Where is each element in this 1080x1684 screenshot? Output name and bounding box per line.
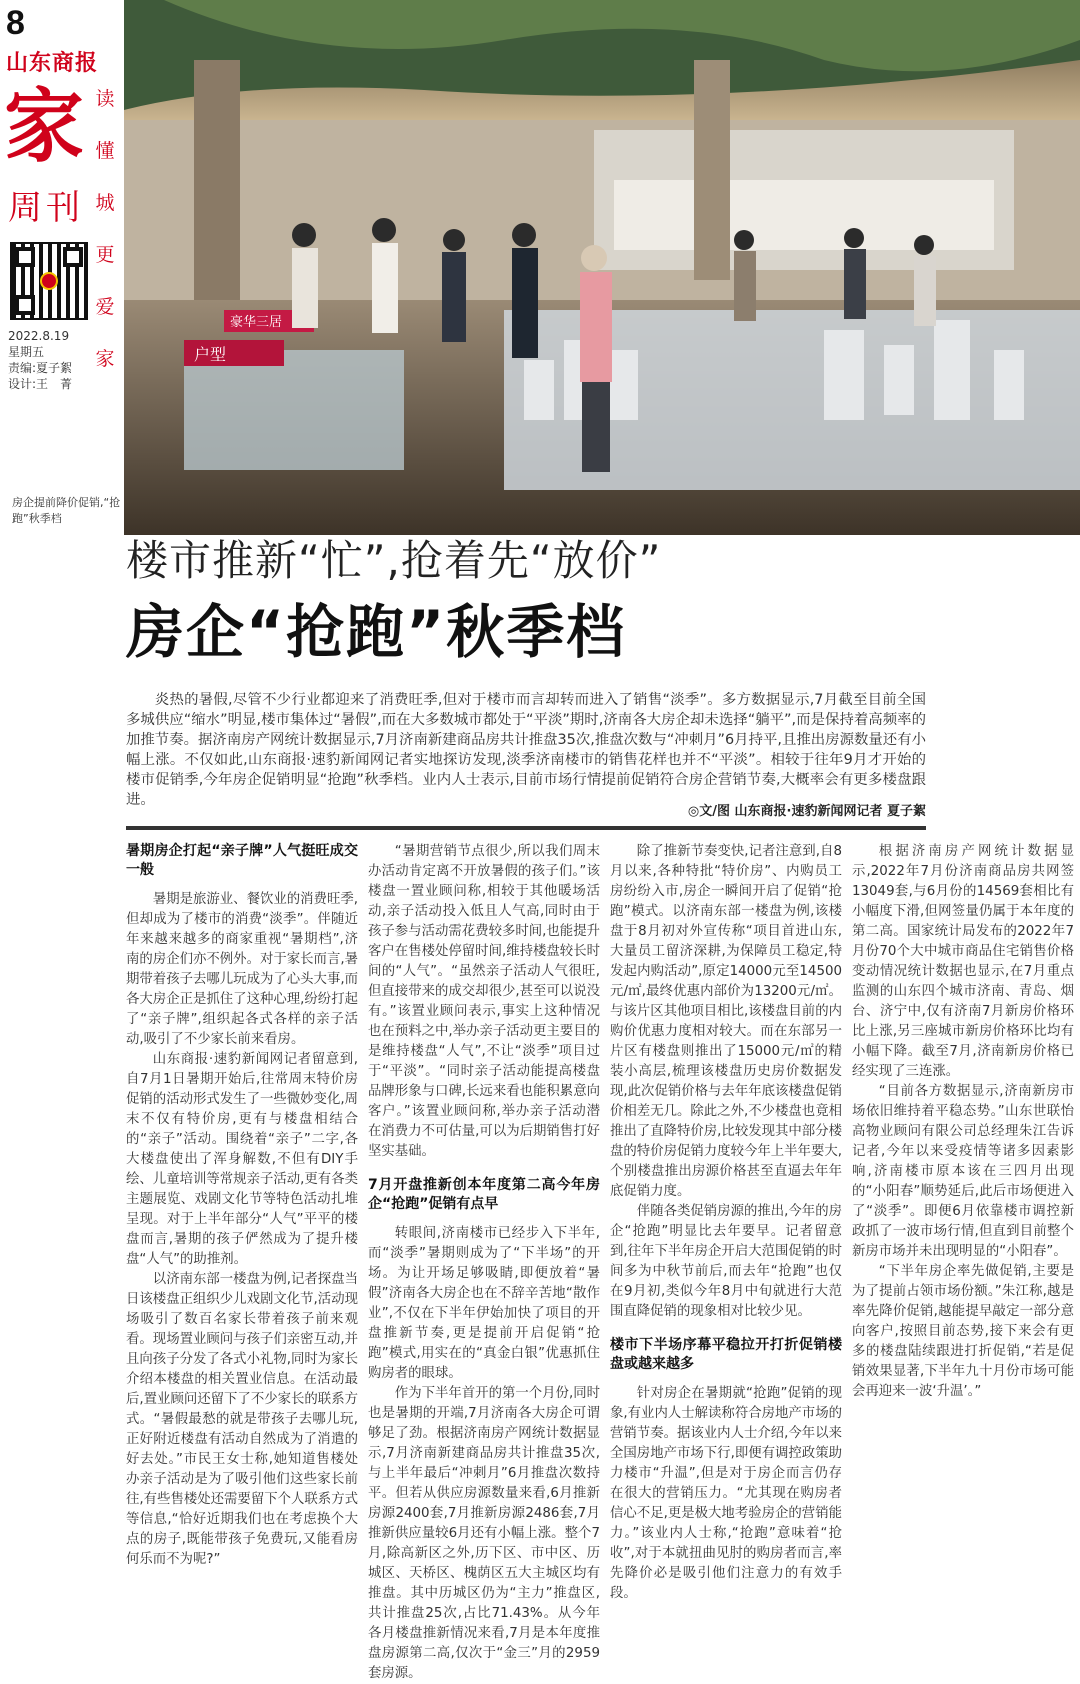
paragraph: 根据济南房产网统计数据显示,2022年7月份济南商品房共网签13049套,与6月份的14569套相比有小幅度下滑,但网签量仍属于本年度的第二高。国家统计局发布的2022年7月份70个大中城市商品住宅销售价格变动情况统计数据也显示,在7月重点监测的山东四个城市济南、青岛、烟台、济宁中,仅有济南7月新房价格环比上涨,另三座城市新房价格环比均有小幅下降。截至7月,济南新房价格已经实现了三连涨。 — [852, 844, 1074, 1079]
slogan-char: 爱 — [95, 296, 115, 318]
subheading: 楼市下半场序幕平稳拉开打折促销楼盘或越来越多 — [610, 1337, 842, 1372]
issue-weekday: 星期五 — [8, 345, 45, 359]
paragraph: 针对房企在暑期就“抢跑”促销的现象,有业内人士解读称符合房地产市场的营销节奏。据该业内人士介绍,今年以来全国房地产市场下行,即便有调控政策助力楼市“升温”,但是对于房企而言仍存在很大的营销压力。“尤其现在购房者信心不足,更是极大地考验房企的营销能力。”该业内人士称,“抢跑”意味着“抢收”,对于本就扭曲见肘的购房者而言,率先降价必是吸引他们注意力的有效手段。 — [610, 1386, 842, 1601]
article-column-3 — [610, 842, 842, 1662]
sign-huxing: 户型 — [194, 345, 227, 364]
paragraph: 除了推新节奏变快,记者注意到,自8月以来,各种特批“特价房”、内购员工房纷纷入市,房企一瞬间开启了促销“抢跑”模式。以济南东部一楼盘为例,该楼盘于8月初对外宣传称“项目首进山东,大量员工留济深耕,为保障员工稳定,特发起内购活动”,原定14000元至14500元/㎡,最终优惠内部价为13200元/㎡。与该片区其他项目相比,该楼盘目前的内购价优惠力度相对较大。而在东部另一片区有楼盘则推出了15000元/㎡的精装小高层,梳理该楼盘历史房价数据发现,此次促销价格与去年年底该楼盘促销价相差无几。除此之外,不少楼盘也竟相推出了直降特价房,比较发现其中部分楼盘的特价房促销力度较今年上半年要大,个别楼盘推出房源价格甚至直逼去年年底促销力度。 — [610, 844, 842, 1199]
paragraph: “暑期营销节点很少,所以我们周末办活动肯定离不开放暑假的孩子们。”该楼盘一置业顾问称,相较于其他暖场活动,亲子活动投入低且人气高,同时由于孩子参与活动需花费较多时间,也能提升客户在售楼处停留时间,维持楼盘较长时间的“人气”。“虽然亲子活动人气很旺,但直接带来的成交却很少,甚至可以说没有。”该置业顾问表示,事实上这种情况也在预料之中,举办亲子活动更主要目的是维持楼盘“人气”,不让“淡季”项目过于“平淡”。“同时亲子活动能提高楼盘品牌形象与口碑,长远来看也能积累意向客户。”该置业顾问称,举办亲子活动潜在消费力不可估量,可以为后期销售打好坚实基础。 — [368, 844, 600, 1159]
slogan-char: 更 — [95, 244, 115, 266]
paragraph: 转眼间,济南楼市已经步入下半年,而“淡季”暑期则成为了“下半场”的开场。为让开场足够吸睛,即便放着“暑假”济南各大房企也在不辞辛苦地“散作业”,不仅在下半年伊始加快了项目的开盘推新节奏,更是提前开启促销“抢跑”模式,用实在的“真金白银”优惠抓住购房者的眼球。 — [368, 1226, 600, 1381]
subheading: 7月开盘推新创本年度第二高今年房企“抢跑”促销有点早 — [368, 1177, 600, 1212]
issue-meta — [8, 328, 72, 392]
sales-office-photo — [124, 0, 1080, 535]
paragraph: 伴随各类促销房源的推出,今年的房企“抢跑”明显比去年要早。记者留意到,往年下半年房企开启大范围促销的时间多为中秋节前后,而去年“抢跑”也仅在9月初,类似今年8月中旬就进行大范围直降促销的现象相对比较少见。 — [610, 1204, 842, 1319]
paragraph: 作为下半年首开的第一个月份,同时也是暑期的开端,7月济南各大房企可谓够足了劲。根据济南房产网统计数据显示,7月济南新建商品房共计推盘35次,与上半年最后“冲刺月”6月推盘次数持平。但若从供应房源数量来看,6月推新房源2400套,7月推新房源2486套,7月推新供应量较6月还有小幅上涨。整个7月,除高新区之外,历下区、市中区、历城区、天桥区、槐荫区五大主城区均有推盘。其中历城区仍为“主力”推盘区,共计推盘25次,占比71.43%。从今年各月楼盘推新情况来看,7月是本年度推盘房源第二高,仅次于“金三”月的2959套房源。 — [368, 1386, 600, 1681]
slogan-char: 家 — [95, 348, 115, 370]
masthead — [0, 0, 124, 535]
divider — [126, 826, 926, 830]
paragraph: “目前各方数据显示,济南新房市场依旧维持着平稳态势。”山东世联怡高物业顾问有限公司总经理朱江告诉记者,今年以来受疫情等诸多因素影响,济南楼市原本该在三四月出现的“小阳春”顺势延后,此后市场便进入了“淡季”。即便6月依靠楼市调控新政抓了一波市场行情,但直到目前整个新房市场并未出现明显的“小阳春”。 — [852, 1084, 1074, 1259]
headline-kicker: 楼市推新“忙”,抢着先“放价” — [126, 536, 662, 585]
paragraph: 山东商报·速豹新闻网记者留意到,自7月1日暑期开始后,往常周末特价房促销的活动形式发生了一些微妙变化,周末不仅有特价房,更有与楼盘相结合的“亲子”活动。围绕着“亲子”二字,各大楼盘使出了浑身解数,不但有DIY手绘、儿童培训等常规亲子活动,更有各类主题展览、戏剧文化节等特色活动扎堆呈现。对于上半年部分“人气”平平的楼盘而言,暑期的孩子俨然成为了提升楼盘“人气”的助推剂。 — [126, 1052, 358, 1267]
photo-illustration — [124, 0, 1080, 535]
slogan — [94, 84, 116, 396]
byline: ◎文/图 山东商报·速豹新闻网记者 夏子絮 — [687, 804, 926, 819]
paragraph: 暑期是旅游业、餐饮业的消费旺季,但却成为了楼市的消费“淡季”。伴随近年来越来越多的商家重视“暑期档”,济南的房企们亦不例外。对于家长而言,暑期带着孩子去哪儿玩成为了心头大事,而各大房企正是抓住了这种心理,纷纷打起了“亲子牌”,组织起各式各样的亲子活动,吸引了不少家长前来看房。 — [126, 892, 358, 1047]
issue-date: 2022.8.19 — [8, 329, 70, 343]
slogan-char: 懂 — [95, 140, 115, 162]
paragraph: “下半年房企率先做促销,主要是为了提前占领市场份额。”朱江称,越是率先降价促销,越能提早敲定一部分意向客户,按照目前态势,接下来会有更多的楼盘陆续跟进打折促销,“若是促销效果显著,下半年九十月份市场可能会再迎来一波‘升温’。” — [852, 1264, 1074, 1399]
article-column-2 — [368, 842, 600, 1681]
paragraph: 以济南东部一楼盘为例,记者探盘当日该楼盘正组织少儿戏剧文化节,活动现场吸引了数百名家长带着孩子前来观看。现场置业顾问与孩子们亲密互动,并且向孩子分发了各式小礼物,同时为家长介绍本楼盘的相关置业信息。在活动最后,置业顾问还留下了不少家长的联系方式。“暑假最愁的就是带孩子去哪儿玩,正好附近楼盘有活动自然成为了消遣的好去处。”市民王女士称,她知道售楼处办亲子活动是为了吸引他们这些家长前往,有些售楼处还需要留下个人联系方式等信息,“恰好近期我们也在考虑换个大点的房子,既能带孩子免费玩,又能看房何乐而不为呢?” — [126, 1272, 358, 1567]
subheading: 暑期房企打起“亲子牌”人气挺旺成交一般 — [126, 843, 358, 878]
editor-credit: 责编:夏子絮 — [8, 361, 73, 375]
slogan-char: 城 — [95, 192, 115, 214]
page-number: 8 — [6, 4, 25, 42]
sign-sanju: 豪华三居 — [230, 315, 283, 330]
newspaper-name: 山东商报 — [6, 51, 99, 76]
designer-credit: 设计:王 菁 — [8, 377, 73, 391]
slogan-char: 读 — [95, 88, 115, 110]
headline-main: 房企“抢跑”秋季档 — [126, 598, 627, 666]
section-subtitle: 周刊 — [8, 188, 84, 228]
qr-code-icon — [10, 242, 88, 320]
section-title: 家 — [4, 80, 84, 173]
photo-caption: 房企提前降价促销,“抢跑”秋季档 — [12, 496, 121, 525]
article-column-1 — [126, 842, 358, 1662]
article-column-4 — [852, 842, 1074, 1662]
lead-paragraph: 炎热的暑假,尽管不少行业都迎来了消费旺季,但对于楼市而言却转而进入了销售“淡季”。多方数据显示,7月截至目前全国多城供应“缩水”明显,楼市集体过“暑假”,而在大多数城市都处于“平淡”期时,济南各大房企却未选择“躺平”,而是保持着高频率的加推节奏。据济南房产网统计数据显示,7月济南新建商品房共计推盘35次,推盘次数与“冲刺月”6月持平,且推出房源数量还有小幅上涨。不仅如此,山东商报·速豹新闻网记者实地探访发现,淡季济南楼市的销售花样也并不“平淡”。相较于往年9月才开始的楼市促销季,今年房企促销明显“抢跑”秋季档。业内人士表示,目前市场行情提前促销符合房企营销节奏,大概率会有更多楼盘跟进。 — [126, 692, 926, 808]
